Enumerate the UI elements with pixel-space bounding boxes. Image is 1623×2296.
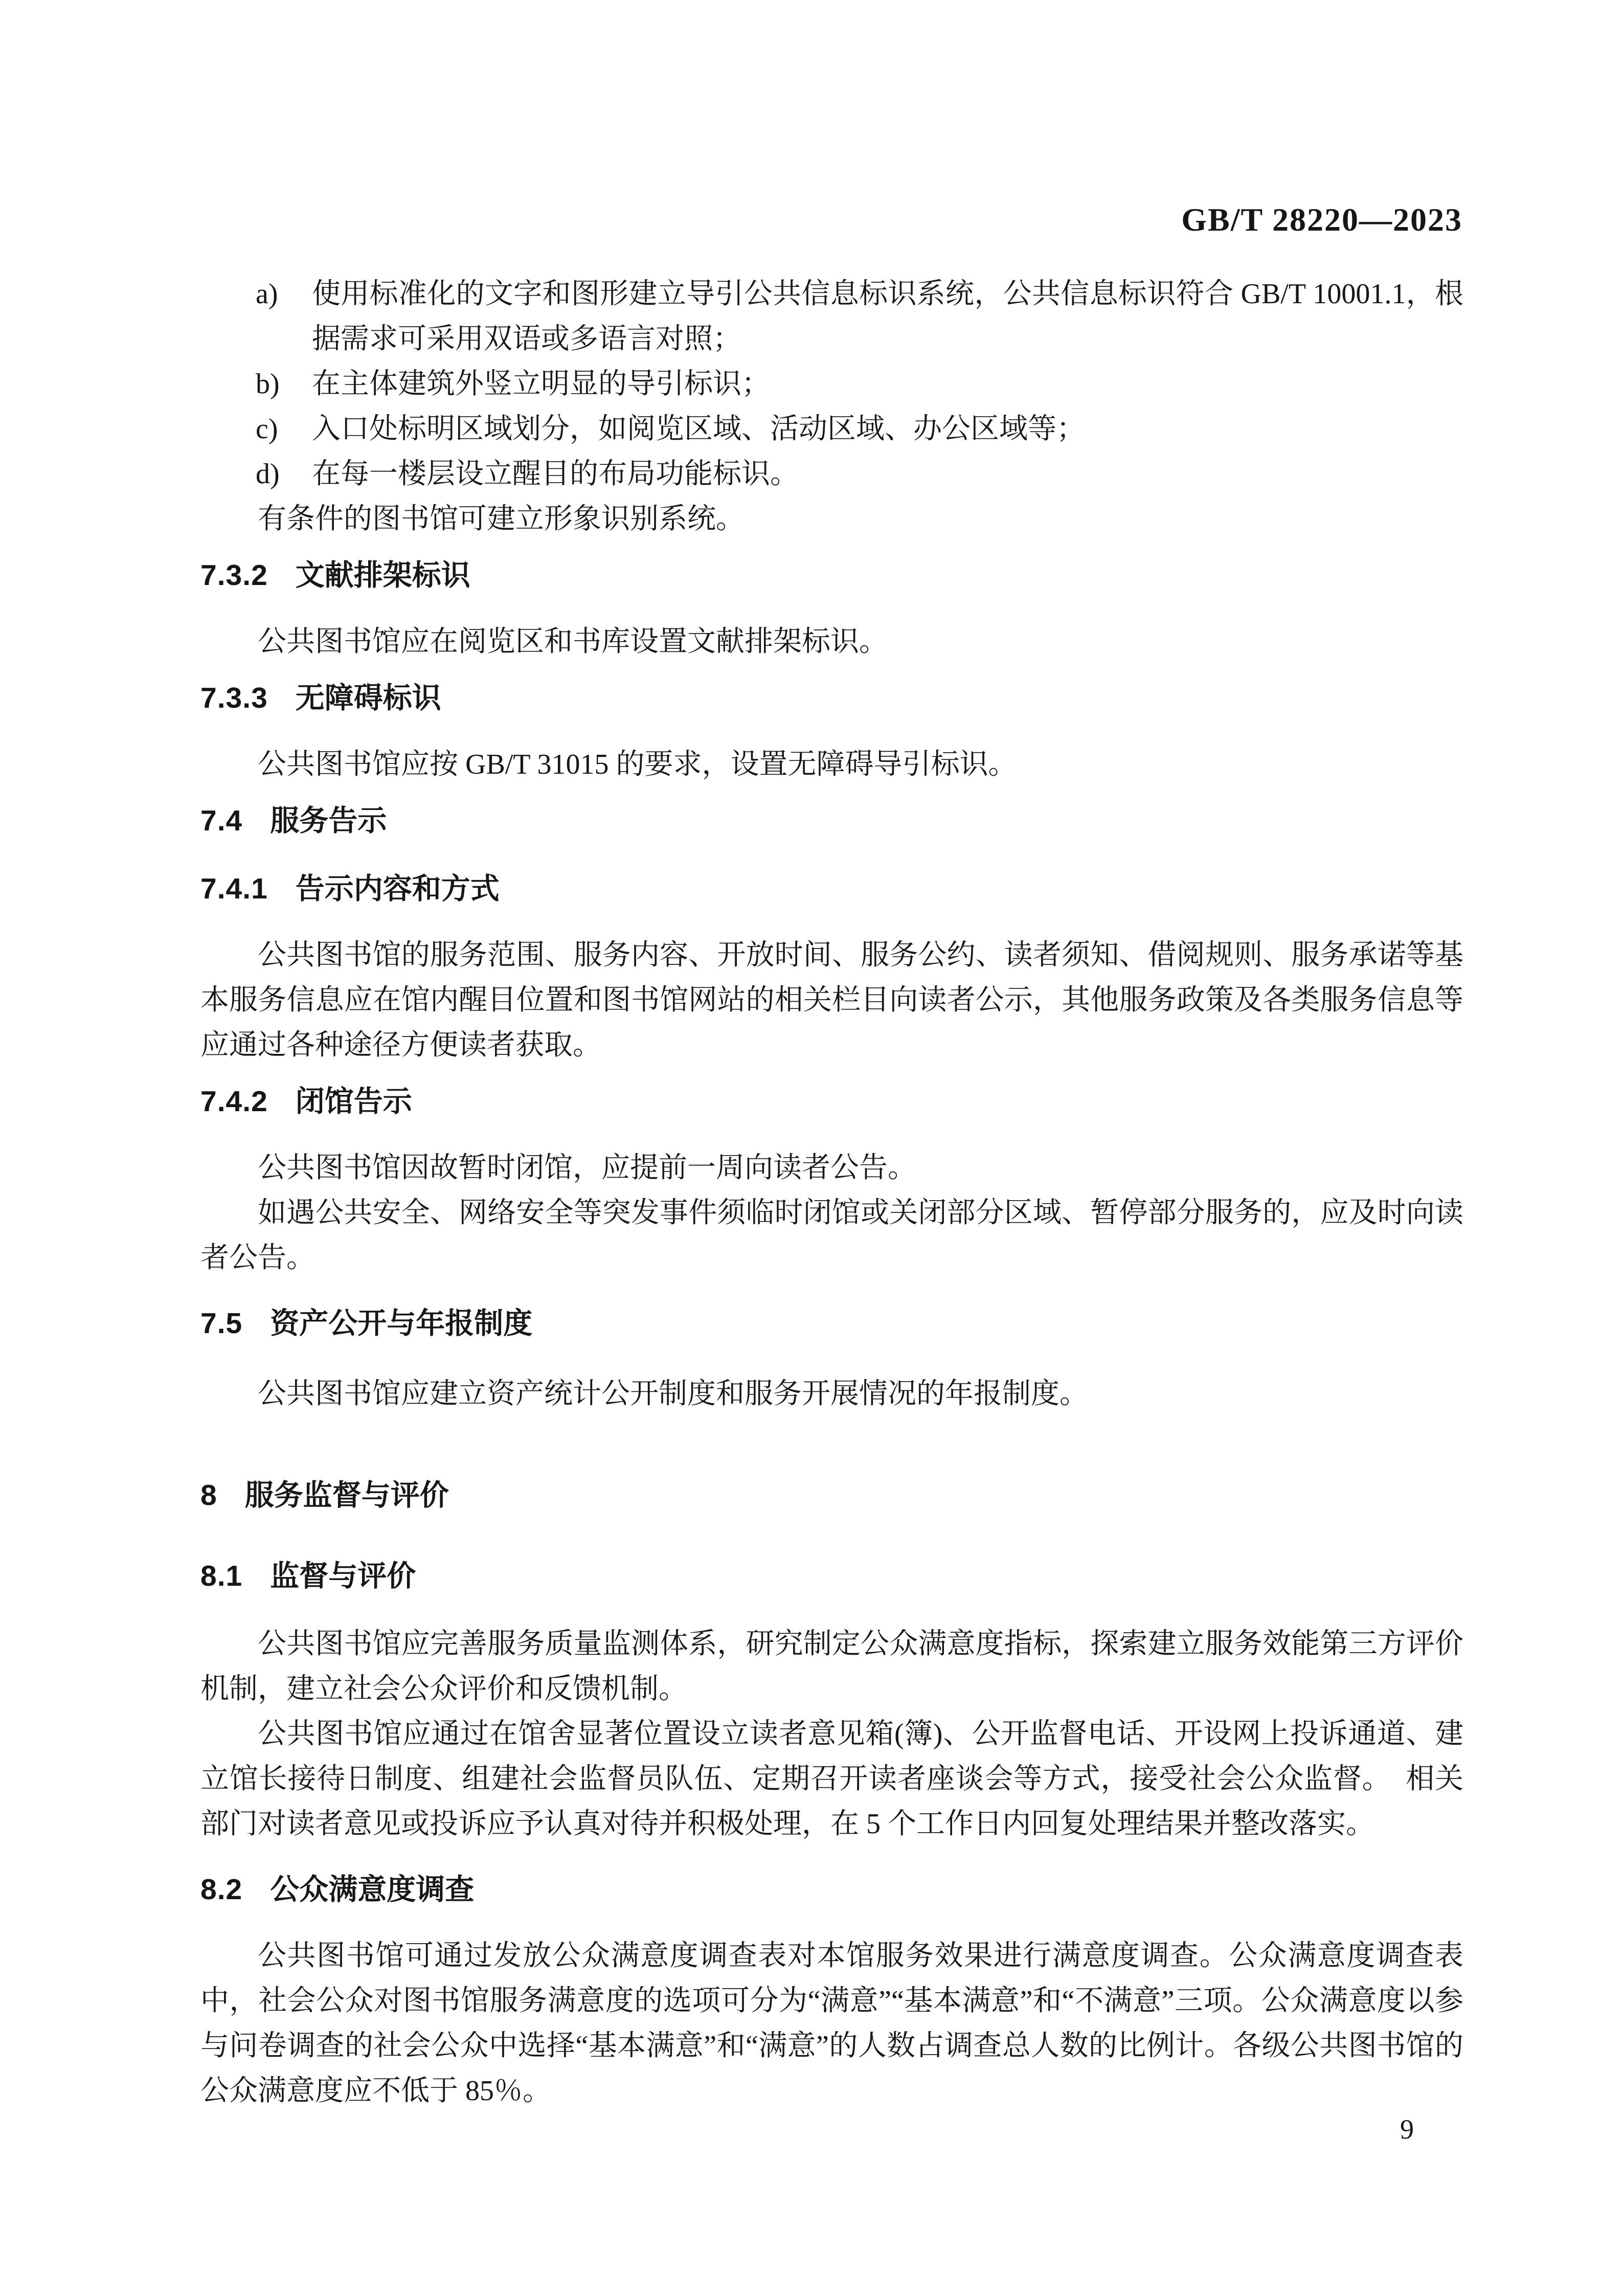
heading-7-4-2-title: 闭馆告示 xyxy=(295,1085,412,1118)
list-item-a xyxy=(200,272,1463,362)
list-item-d-text: 在每一楼层设立醒目的布局功能标识。 xyxy=(312,458,799,490)
heading-7-4-1 xyxy=(200,866,1463,911)
list-note-paragraph: 有条件的图书馆可建立形象识别系统。 xyxy=(258,503,745,535)
list-item-b-text: 在主体建筑外竖立明显的导引标识； xyxy=(312,368,770,400)
list-marker-d: d) xyxy=(256,458,280,490)
heading-7-4-1-number: 7.4.1 xyxy=(200,872,268,905)
heading-7-3-2-title: 文献排架标识 xyxy=(295,559,470,592)
heading-7-4-title: 服务告示 xyxy=(270,804,387,837)
paragraph-8-2: 公共图书馆可通过发放公众满意度调查表对本馆服务效果进行满意度调查。公众满意度调查表中，社会公众对图书馆服务满意度的选项可分为“满意”“基本满意”和“不满意”三项。公众满意度以参与问卷调查的社会公众中选择“基本满意”和“满意”的人数占调查总人数的比例计。各级公共图书馆的公众满意度应不低于 85％。 xyxy=(200,1940,1463,2107)
list-item-c-text: 入口处标明区域划分，如阅览区域、活动区域、办公区域等； xyxy=(312,413,1085,445)
heading-7-5-number: 7.5 xyxy=(200,1307,243,1340)
heading-8-title: 服务监督与评价 xyxy=(244,1479,449,1512)
page-content xyxy=(200,272,1463,2113)
paragraph-7-4-2-b: 如遇公共安全、网络安全等突发事件须临时闭馆或关闭部分区域、暂停部分服务的，应及时向读者公告。 xyxy=(200,1197,1463,1274)
heading-7-5 xyxy=(200,1301,1463,1346)
list-item-a-text: 使用标准化的文字和图形建立导引公共信息标识系统，公共信息标识符合 GB/T 10001.1，根据需求可采用双语或多语言对照； xyxy=(312,278,1463,355)
heading-8-1 xyxy=(200,1554,1463,1599)
heading-7-4-2 xyxy=(200,1079,1463,1124)
heading-8-number: 8 xyxy=(200,1479,217,1512)
heading-8-2-number: 8.2 xyxy=(200,1873,243,1906)
list-item-b xyxy=(200,362,1463,407)
heading-8-2 xyxy=(200,1867,1463,1912)
paragraph-7-4-1: 公共图书馆的服务范围、服务内容、开放时间、服务公约、读者须知、借阅规则、服务承诺等基本服务信息应在馆内醒目位置和图书馆网站的相关栏目向读者公示，其他服务政策及各类服务信息等应通过各种途径方便读者获取。 xyxy=(200,939,1463,1061)
heading-7-3-3 xyxy=(200,676,1463,721)
heading-7-3-2 xyxy=(200,553,1463,598)
list-marker-a: a) xyxy=(256,278,278,310)
heading-7-3-3-number: 7.3.3 xyxy=(200,682,268,714)
heading-8-1-number: 8.1 xyxy=(200,1560,243,1592)
paragraph-7-5: 公共图书馆应建立资产统计公开制度和服务开展情况的年报制度。 xyxy=(258,1378,1088,1410)
heading-7-4-1-title: 告示内容和方式 xyxy=(295,872,500,905)
list-item-d xyxy=(200,452,1463,497)
heading-8-2-title: 公众满意度调查 xyxy=(270,1873,475,1906)
standard-code-header: GB/T 28220—2023 xyxy=(1181,201,1462,238)
list-marker-c: c) xyxy=(256,413,278,445)
heading-7-4-number: 7.4 xyxy=(200,804,243,837)
heading-8 xyxy=(200,1473,1463,1518)
heading-8-1-title: 监督与评价 xyxy=(270,1560,416,1592)
list-item-c xyxy=(200,407,1463,452)
list-marker-b: b) xyxy=(256,368,280,400)
paragraph-8-1-a: 公共图书馆应完善服务质量监测体系，研究制定公众满意度指标，探索建立服务效能第三方评价机制，建立社会公众评价和反馈机制。 xyxy=(200,1628,1463,1705)
heading-7-3-2-number: 7.3.2 xyxy=(200,559,268,592)
page-number: 9 xyxy=(1400,2114,1414,2145)
paragraph-8-1-b: 公共图书馆应通过在馆舍显著位置设立读者意见箱(簿)、公开监督电话、开设网上投诉通道、建立馆长接待日制度、组建社会监督员队伍、定期召开读者座谈会等方式，接受社会公众监督。 相关部门对读者意见或投诉应予认真对待并积极处理，在 5 个工作日内回复处理结果并整改落实。 xyxy=(200,1718,1463,1840)
heading-7-4-2-number: 7.4.2 xyxy=(200,1085,268,1118)
paragraph-7-3-2: 公共图书馆应在阅览区和书库设置文献排架标识。 xyxy=(258,626,888,658)
heading-7-5-title: 资产公开与年报制度 xyxy=(270,1307,533,1340)
clause-list xyxy=(200,272,1463,497)
paragraph-7-3-3: 公共图书馆应按 GB/T 31015 的要求，设置无障碍导引标识。 xyxy=(258,749,1017,780)
heading-7-4 xyxy=(200,798,1463,843)
paragraph-7-4-2-a: 公共图书馆因故暂时闭馆，应提前一周向读者公告。 xyxy=(258,1152,916,1184)
heading-7-3-3-title: 无障碍标识 xyxy=(295,682,441,714)
